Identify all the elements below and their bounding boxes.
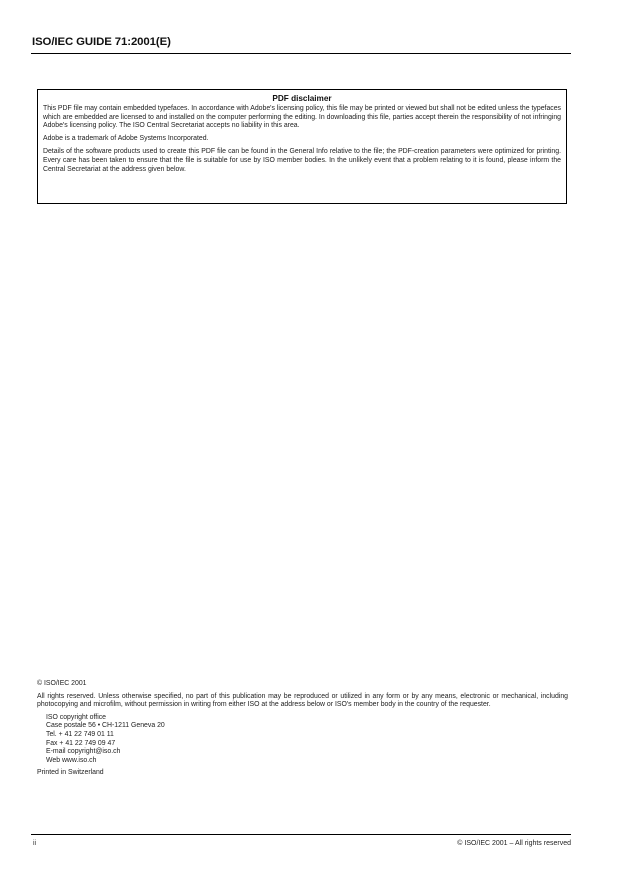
disclaimer-paragraph-trademark: Adobe is a trademark of Adobe Systems Incorporated. xyxy=(43,135,209,143)
document-title: ISO/IEC GUIDE 71:2001(E) xyxy=(32,36,171,48)
page-header xyxy=(31,36,571,54)
copyright-block xyxy=(37,680,568,782)
rights-reserved-text: All rights reserved. Unless otherwise specified, no part of this publication may be reproduced or utilized in any form or by any means, electronic or mechanical, including photocopying and microfilm, without permission in writing from either ISO at the address below or ISO's member body in the country of the requester. xyxy=(37,692,568,709)
copyright-notice: © ISO/IEC 2001 xyxy=(37,680,87,687)
address-web: Web www.iso.ch xyxy=(46,756,97,764)
footer-copyright: © ISO/IEC 2001 – All rights reserved xyxy=(457,840,571,847)
pdf-disclaimer-box xyxy=(37,89,567,204)
copyright-office-address xyxy=(46,714,568,766)
address-postal: Case postale 56 • CH-1211 Geneva 20 xyxy=(46,722,165,730)
address-office: ISO copyright office xyxy=(46,713,107,721)
address-tel: Tel. + 41 22 749 01 11 xyxy=(46,730,114,738)
address-fax: Fax + 41 22 749 09 47 xyxy=(46,739,116,747)
disclaimer-title: PDF disclaimer xyxy=(272,94,332,103)
address-email: E-mail copyright@iso.ch xyxy=(46,748,121,756)
printed-in: Printed in Switzerland xyxy=(37,769,104,777)
page-footer xyxy=(31,834,571,855)
disclaimer-paragraph-typefaces: This PDF file may contain embedded typefaces. In accordance with Adobe's licensing policy, this file may be printed or viewed but shall not be edited unless the typefaces which are embedded are licensed to and installed on the computer performing the editing. In downloading this file, parties accept therein the responsibility of not infringing Adobe's licensing policy. The ISO Central Secretariat accepts no liability in this area. xyxy=(43,105,561,130)
page-number: ii xyxy=(33,840,37,847)
disclaimer-paragraph-details: Details of the software products used to create this PDF file can be found in the General Info relative to the file; the PDF-creation parameters were optimized for printing. Every care has been taken to ensure that the file is suitable for use by ISO member bodies. In the unlikely event that a problem relating to it is found, please inform the Central Secretariat at the address given below. xyxy=(43,148,561,173)
